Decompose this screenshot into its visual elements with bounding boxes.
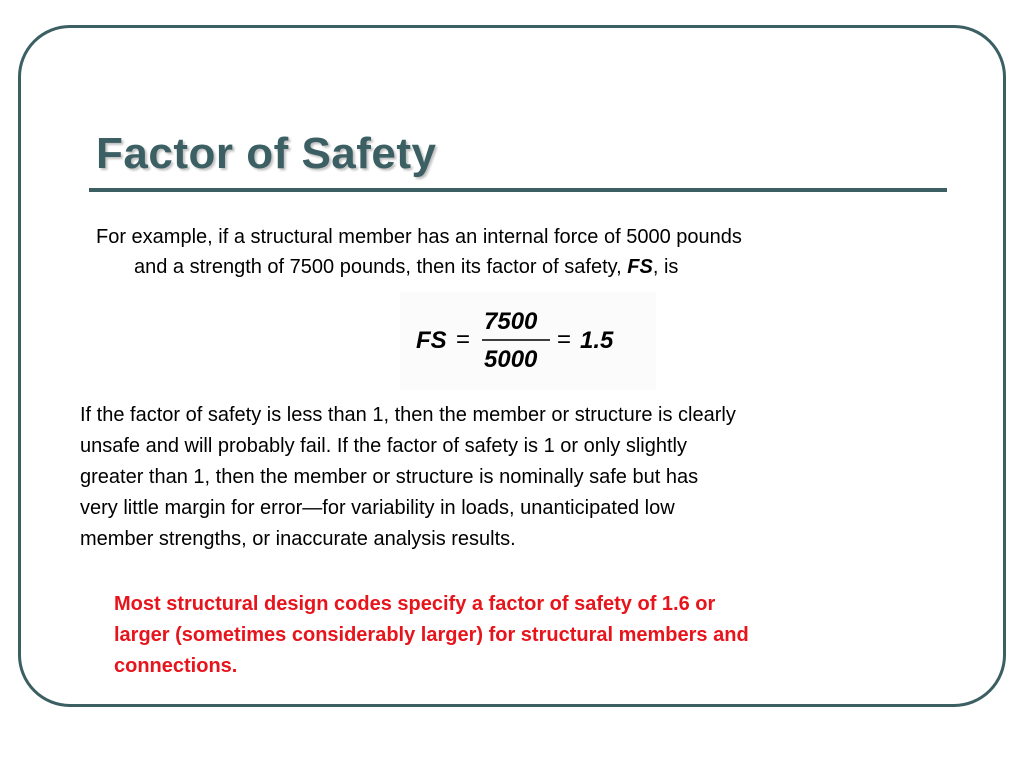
fs-symbol: FS <box>627 256 653 278</box>
intro-line-2 <box>96 252 936 282</box>
slide-title: Factor of Safety <box>96 129 437 178</box>
paragraph-line: unsafe and will probably fail. If the factor of safety is 1 or only slightly <box>80 435 687 457</box>
title-underline <box>89 188 947 192</box>
note-line: larger (sometimes considerably larger) for structural members and <box>114 624 749 646</box>
note-line: connections. <box>114 655 238 677</box>
equation-result: 1.5 <box>580 327 614 354</box>
equation-numerator: 7500 <box>484 308 538 335</box>
note-line: Most structural design codes specify a factor of safety of 1.6 or <box>114 593 716 615</box>
intro-text <box>96 222 936 282</box>
paragraph-line: very little margin for error—for variability in loads, unanticipated low <box>80 497 675 519</box>
intro-line-2-suffix: , is <box>652 256 679 278</box>
explanation-paragraph <box>80 400 940 555</box>
equation-denominator: 5000 <box>484 346 538 373</box>
intro-line-2-prefix: and a strength of 7500 pounds, then its factor of safety, <box>134 256 628 278</box>
design-code-note <box>114 589 944 682</box>
intro-line-1: For example, if a structural member has an internal force of 5000 pounds <box>96 226 742 248</box>
paragraph-line: member strengths, or inaccurate analysis results. <box>80 528 516 550</box>
equation-equals-2: = <box>557 326 572 353</box>
equation-equals-1: = <box>456 326 471 353</box>
equation-lhs: FS <box>416 327 447 354</box>
paragraph-line: greater than 1, then the member or structure is nominally safe but has <box>80 466 699 488</box>
fs-equation <box>400 292 656 390</box>
paragraph-line: If the factor of safety is less than 1, then the member or structure is clearly <box>80 404 736 426</box>
